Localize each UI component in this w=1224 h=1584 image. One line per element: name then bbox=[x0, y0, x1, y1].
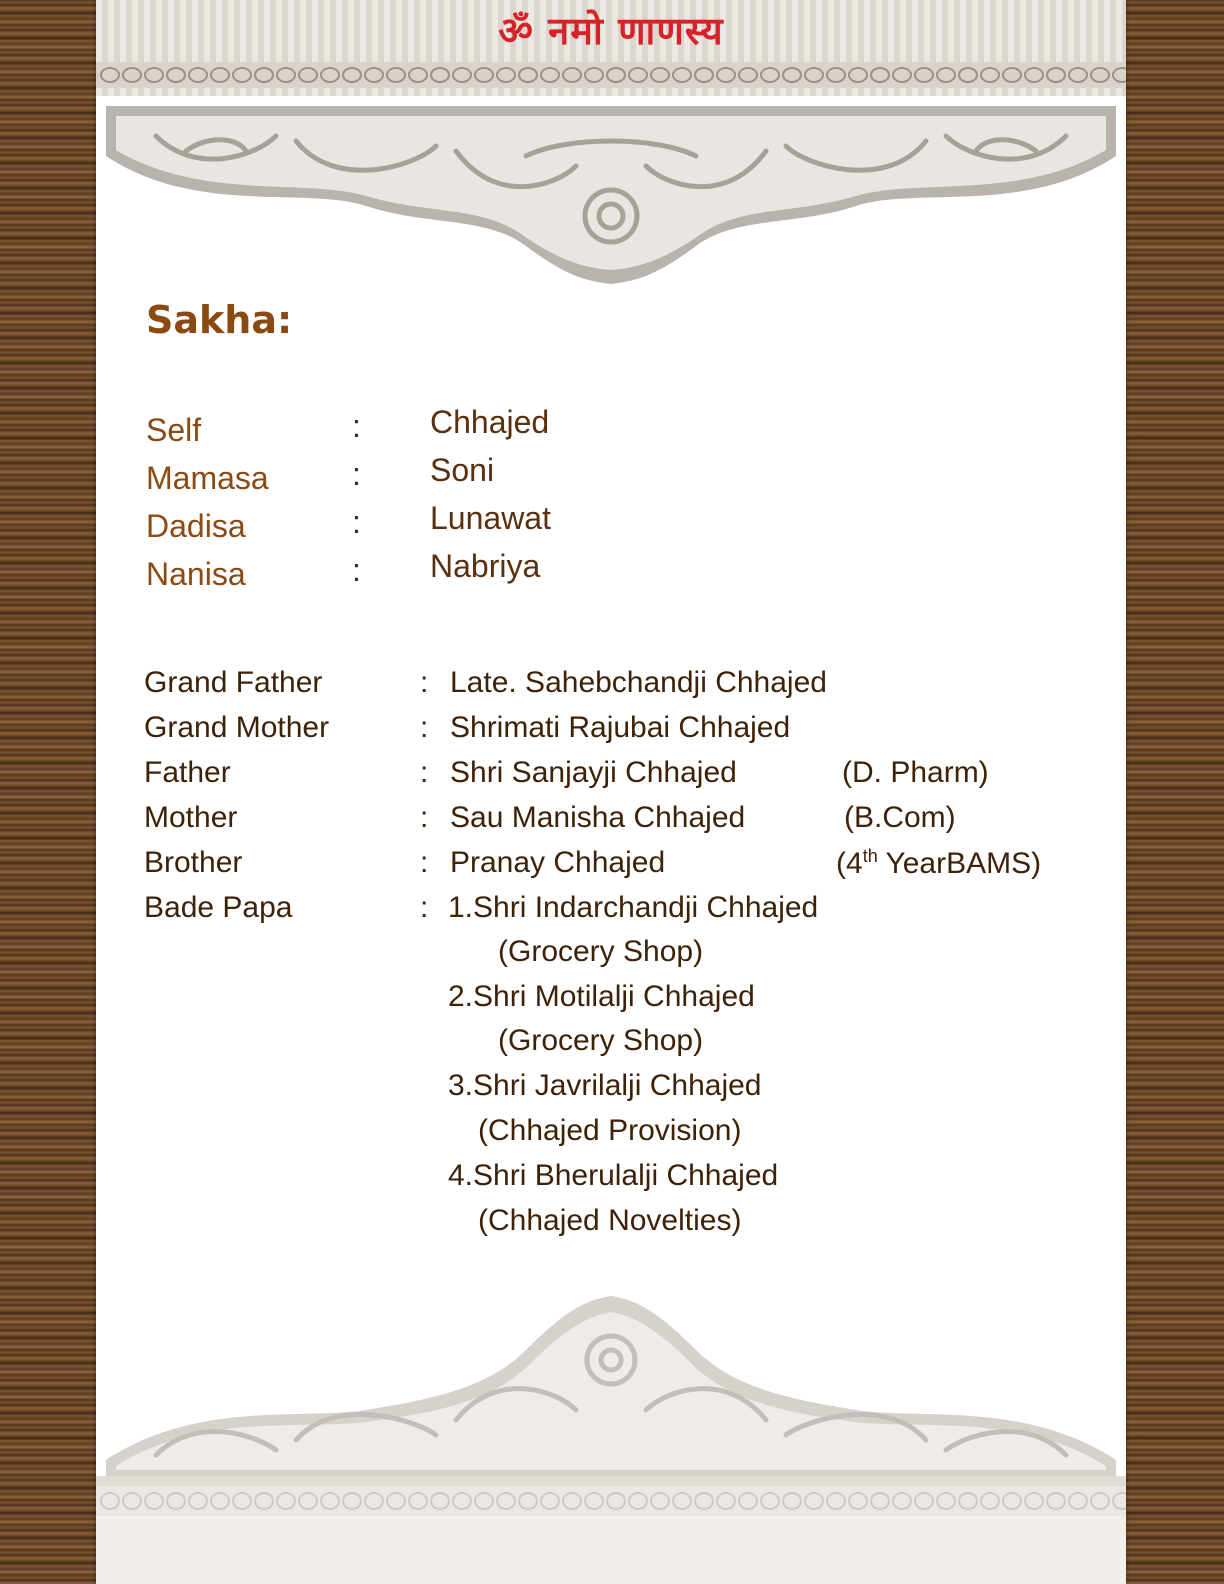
qualification-post: YearBAMS) bbox=[877, 847, 1042, 880]
family-label: Brother bbox=[144, 846, 243, 879]
separator-colon: : bbox=[420, 846, 429, 879]
family-label: Bade Papa bbox=[144, 891, 293, 924]
family-value: Pranay Chhajed bbox=[450, 846, 666, 879]
family-value: Late. Sahebchandji Chhajed bbox=[450, 666, 827, 699]
qualification: (B.Com) bbox=[844, 801, 956, 834]
separator-colon: : bbox=[420, 666, 429, 699]
bade-papa-business: (Chhajed Provision) bbox=[478, 1114, 742, 1147]
separator-colon: : bbox=[420, 801, 429, 834]
qualification: (D. Pharm) bbox=[842, 756, 989, 789]
bottom-floral-ornament bbox=[96, 1290, 1126, 1584]
invocation-title: ॐ नमो णाणस्य bbox=[498, 9, 724, 53]
separator-colon: : bbox=[420, 711, 429, 744]
sakha-heading: Sakha: bbox=[146, 298, 293, 342]
bade-papa-business: (Grocery Shop) bbox=[498, 1024, 704, 1057]
top-chain-border bbox=[96, 62, 1126, 88]
family-value: Shri Sanjayji Chhajed bbox=[450, 756, 737, 789]
qualification-ordinal: th bbox=[862, 846, 878, 866]
bade-papa-name: 1.Shri Indarchandji Chhajed bbox=[448, 891, 819, 924]
separator-colon: : bbox=[420, 891, 429, 924]
bade-papa-business: (Grocery Shop) bbox=[498, 935, 704, 968]
separator-colon: : bbox=[352, 408, 361, 444]
sakha-value: Chhajed bbox=[430, 404, 550, 440]
sakha-value: Soni bbox=[430, 452, 495, 488]
card-page bbox=[96, 0, 1126, 1584]
separator-colon: : bbox=[352, 552, 361, 588]
top-floral-ornament bbox=[96, 96, 1126, 286]
family-label: Mother bbox=[144, 801, 238, 834]
sakha-value: Nabriya bbox=[430, 548, 541, 584]
bade-papa-name: 3.Shri Javrilalji Chhajed bbox=[448, 1069, 762, 1102]
qualification-pre: (4 bbox=[836, 847, 863, 880]
bade-papa-business: (Chhajed Novelties) bbox=[478, 1204, 742, 1237]
bade-papa-name: 2.Shri Motilalji Chhajed bbox=[448, 980, 755, 1013]
sakha-value: Lunawat bbox=[430, 500, 551, 536]
separator-colon: : bbox=[420, 756, 429, 789]
sakha-label: Nanisa bbox=[146, 556, 246, 592]
family-label: Father bbox=[144, 756, 231, 789]
family-label: Grand Mother bbox=[144, 711, 330, 744]
qualification bbox=[836, 846, 1041, 881]
separator-colon: : bbox=[352, 504, 361, 540]
bade-papa-name: 4.Shri Bherulalji Chhajed bbox=[448, 1159, 779, 1192]
family-value: Sau Manisha Chhajed bbox=[450, 801, 746, 834]
sakha-label: Mamasa bbox=[146, 460, 269, 496]
family-label: Grand Father bbox=[144, 666, 323, 699]
sakha-label: Self bbox=[146, 412, 202, 448]
family-value: Shrimati Rajubai Chhajed bbox=[450, 711, 791, 744]
separator-colon: : bbox=[352, 456, 361, 492]
sakha-label: Dadisa bbox=[146, 508, 246, 544]
